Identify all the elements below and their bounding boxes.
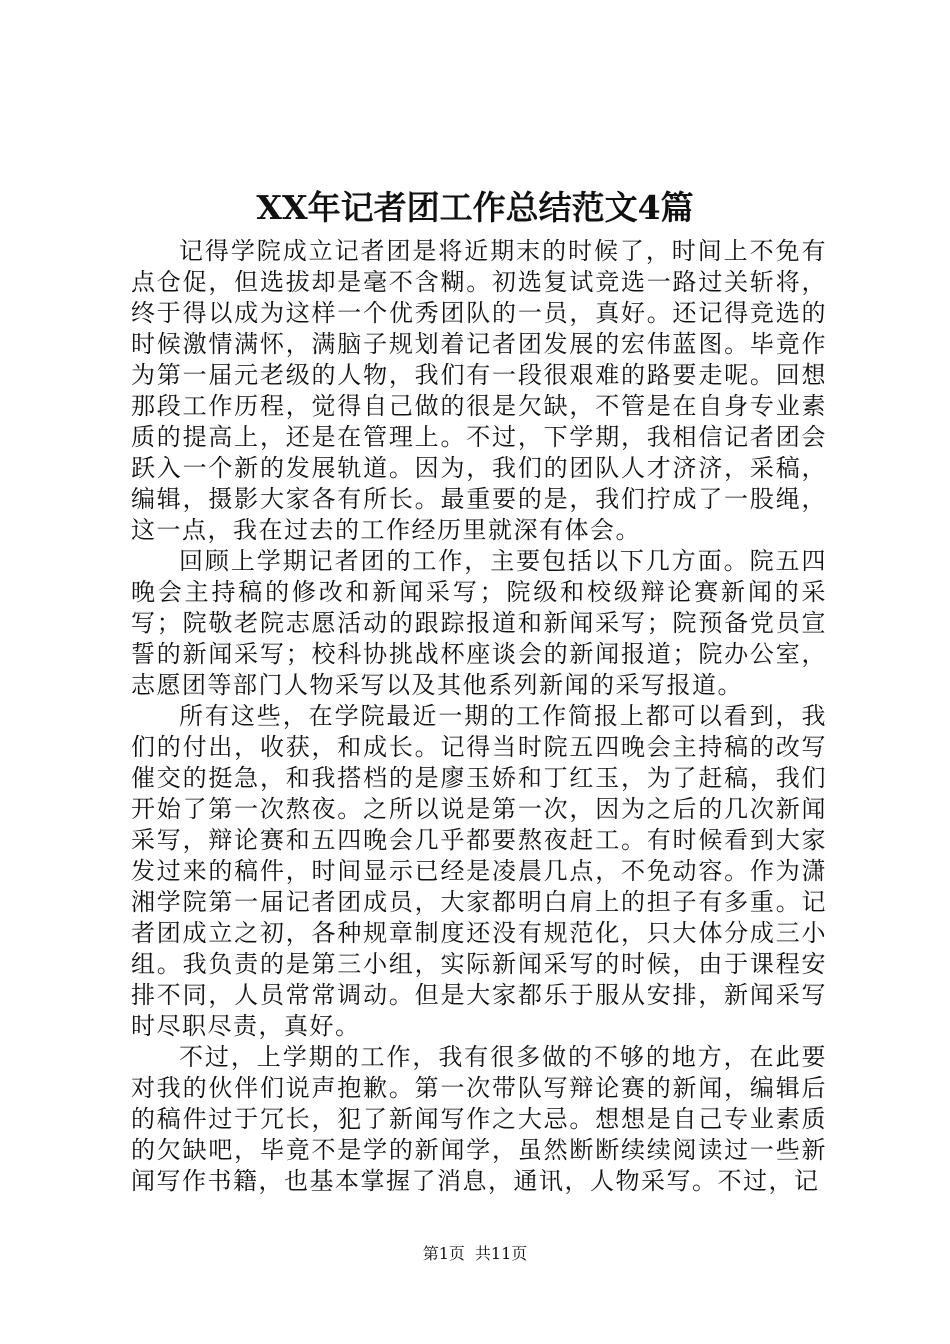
document-title: XX年记者团工作总结范文4篇: [256, 188, 694, 227]
paragraph-2: 回顾上学期记者团的工作，主要包括以下几方面。院五四晚会主持稿的修改和新闻采写；院级和校级辩论赛新闻的采写；院敬老院志愿活动的跟踪报道和新闻采写；院预备党员宣誓的新闻采写；校科协挑战杯座谈会的新闻报道；院办公室，志愿团等部门人物采写以及其他系列新闻的采写报道。: [131, 547, 827, 699]
paragraph-3: 所有这些，在学院最近一期的工作简报上都可以看到，我们的付出，收获，和成长。记得当时院五四晚会主持稿的改写催交的挺急，和我搭档的是廖玉娇和丁红玉，为了赶稿，我们开始了第一次熬夜。之所以说是第一次，因为之后的几次新闻采写，辩论赛和五四晚会几乎都要熬夜赶工。有时候看到大家发过来的稿件，时间显示已经是凌晨几点，不免动容。作为潇湘学院第一届记者团成员，大家都明白肩上的担子有多重。记者团成立之初，各种规章制度还没有规范化，只大体分成三小组。我负责的是第三小组，实际新闻采写的时候，由于课程安排不同，人员常常调动。但是大家都乐于服从安排，新闻采写时尽职尽责，真好。: [131, 702, 827, 1040]
document-body: [131, 236, 827, 1197]
page-total: 共11页: [474, 1244, 528, 1263]
paragraph-1: 记得学院成立记者团是将近期末的时候了，时间上不免有点仓促，但选拔却是毫不含糊。初选复试竞选一路过关斩将，终于得以成为这样一个优秀团队的一员，真好。还记得竞选的时候激情满怀，满脑子规划着记者团发展的宏伟蓝图。毕竟作为第一届元老级的人物，我们有一段很艰难的路要走呢。回想那段工作历程，觉得自己做的很是欠缺，不管是在自身专业素质的提高上，还是在管理上。不过，下学期，我相信记者团会跃入一个新的发展轨道。因为，我们的团队人才济济，采稿，编辑，摄影大家各有所长。最重要的是，我们拧成了一股绳，这一点，我在过去的工作经历里就深有体会。: [131, 237, 827, 544]
paragraph-4: 不过，上学期的工作，我有很多做的不够的地方，在此要对我的伙伴们说声抱歉。第一次带队写辩论赛的新闻，编辑后的稿件过于冗长，犯了新闻写作之大忌。想想是自己专业素质的欠缺吧，毕竟不是学的新闻学，虽然断断续续阅读过一些新闻写作书籍，也基本掌握了消息，通讯，人物采写。不过，记: [131, 1043, 827, 1195]
page-number: 第1页: [422, 1244, 465, 1263]
page-footer: [0, 1243, 950, 1265]
